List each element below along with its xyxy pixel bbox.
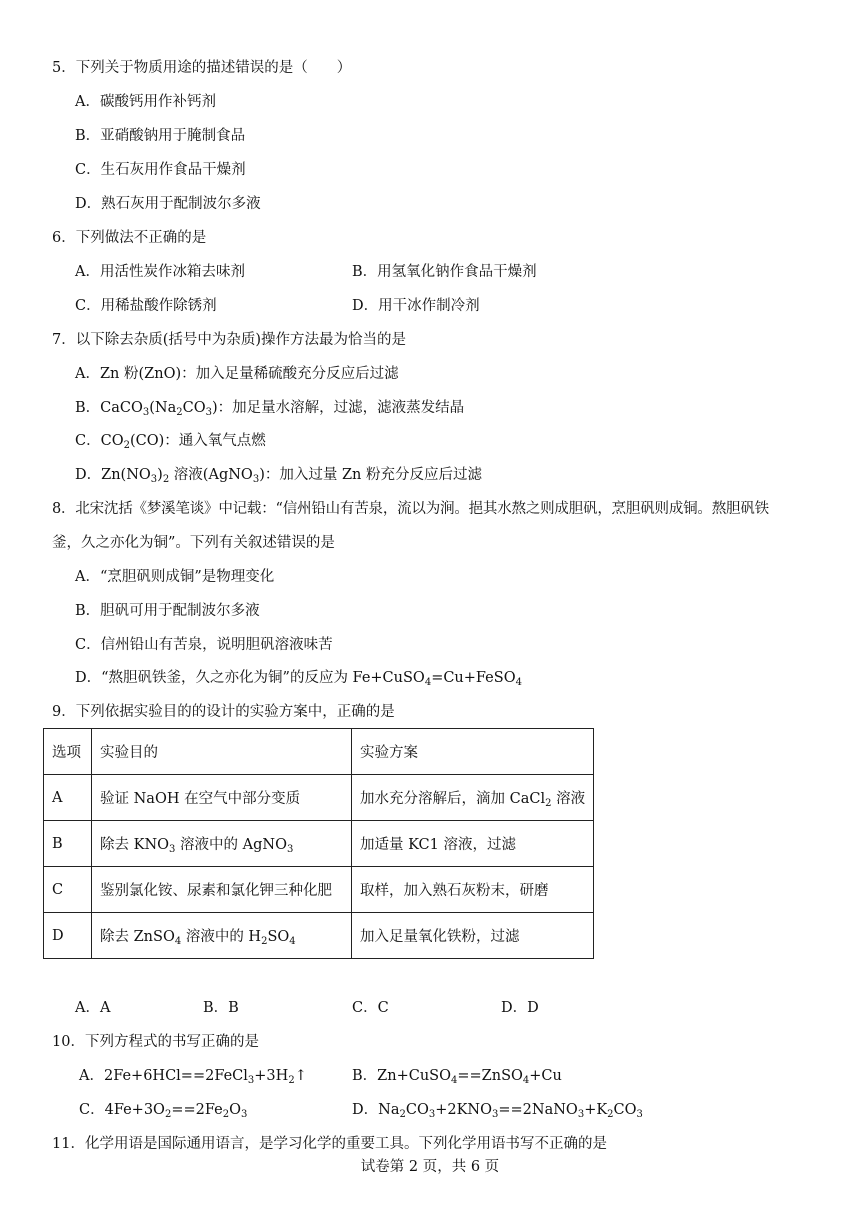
q11-stem: 11．化学用语是国际通用语言，是学习化学的重要工具。下列化学用语书写不正确的是 [52, 1136, 607, 1152]
q10-stem: 10．下列方程式的书写正确的是 [52, 1034, 259, 1050]
q6-option-c: C．用稀盐酸作除锈剂 [75, 298, 217, 314]
q5-option-d: D．熟石灰用于配制波尔多液 [75, 196, 261, 212]
q10-option-a: A．$2Fe+6HCl==2FeCl_3+3H_2↑$ [79, 1068, 307, 1086]
q5-stem: 5．下列关于物质用途的描述错误的是（ ） [52, 60, 352, 76]
q7-option-a: A．Zn 粉(ZnO)：加入足量稀硫酸充分反应后过滤 [75, 366, 399, 382]
q6-option-b: B．用氢氧化钠作食品干燥剂 [352, 264, 537, 280]
q9-stem: 9．下列依据实验目的的设计的实验方案中，正确的是 [52, 704, 395, 720]
table-header-row [44, 729, 594, 775]
q8-stem-line1: 8．北宋沈括《梦溪笔谈》中记载：“信州铅山有苦泉，流以为涧。挹其水熬之则成胆矾，烹胆矾则成铜。熬胆矾铁 [52, 501, 769, 517]
q7-option-c: C．$CO_2(CO)$：通入氧气点燃 [75, 433, 266, 451]
row-goal: 除去 $KNO_3$ 溶液中的 AgNO$_3$ [92, 821, 352, 867]
q9-option-b: B．B [203, 1000, 239, 1016]
q10-option-c: C．$4Fe+3O_2==2Fe_2O_3$ [79, 1102, 248, 1120]
row-plan: 取样，加入熟石灰粉末，研磨 [352, 867, 594, 913]
q6-option-a: A．用活性炭作冰箱去味剂 [75, 264, 245, 280]
row-plan: 加适量 KC1 溶液，过滤 [352, 821, 594, 867]
row-plan: 加入足量氧化铁粉，过滤 [352, 913, 594, 959]
header-option: 选项 [44, 729, 92, 775]
row-option: D [44, 913, 92, 959]
q9-option-d: D．D [501, 1000, 539, 1016]
q8-option-c: C．信州铅山有苦泉，说明胆矾溶液味苦 [75, 637, 333, 653]
q5-option-a: A．碳酸钙用作补钙剂 [75, 94, 216, 110]
header-plan: 实验方案 [352, 729, 594, 775]
header-goal: 实验目的 [92, 729, 352, 775]
q8-stem-line2: 釜，久之亦化为铜”。下列有关叙述错误的是 [52, 535, 335, 551]
q7-stem: 7．以下除去杂质(括号中为杂质)操作方法最为恰当的是 [52, 332, 407, 348]
q9-option-a: A．A [75, 1000, 111, 1016]
q10-option-d: D．$Na_2CO_3+2KNO_3==2NaNO_3+K_2CO_3$ [352, 1102, 643, 1120]
row-option: C [44, 867, 92, 913]
q6-option-d: D．用干冰作制冷剂 [352, 298, 480, 314]
q5-option-c: C．生石灰用作食品干燥剂 [75, 162, 246, 178]
row-plan: 加水充分溶解后，滴加 CaCl$_2$ 溶液 [352, 775, 594, 821]
row-option: A [44, 775, 92, 821]
q9-table [43, 728, 594, 959]
page-footer: 试卷第 2 页，共 6 页 [360, 1159, 500, 1175]
q7-option-d: D．$Zn(NO_3)_2$ 溶液(AgNO$_3$)：加入过量 Zn 粉充分反应后过滤 [75, 467, 482, 485]
table-row [44, 913, 594, 959]
q5-option-b: B．亚硝酸钠用于腌制食品 [75, 128, 246, 144]
q7-option-b: B．$CaCO_3(Na_2CO_3)$：加足量水溶解，过滤，滤液蒸发结晶 [75, 400, 465, 418]
q10-option-b: B．Zn+CuSO$_4$==ZnSO$_4$+Cu [352, 1068, 562, 1086]
row-option: B [44, 821, 92, 867]
q9-option-c: C．C [352, 1000, 389, 1016]
table-row [44, 867, 594, 913]
row-goal: 鉴别氯化铵、尿素和氯化钾三种化肥 [92, 867, 352, 913]
q8-option-b: B．胆矾可用于配制波尔多液 [75, 603, 260, 619]
row-goal: 验证 NaOH 在空气中部分变质 [92, 775, 352, 821]
q8-option-a: A．“烹胆矾则成铜”是物理变化 [75, 569, 275, 585]
q6-stem: 6．下列做法不正确的是 [52, 230, 207, 246]
row-goal: 除去 ZnSO$_4$ 溶液中的 $H_2SO_4$ [92, 913, 352, 959]
table-row [44, 821, 594, 867]
table-row [44, 775, 594, 821]
q8-option-d: D．“熬胆矾铁釜，久之亦化为铜”的反应为 Fe+CuSO$_4$=Cu+FeSO$_4$ [75, 670, 522, 688]
